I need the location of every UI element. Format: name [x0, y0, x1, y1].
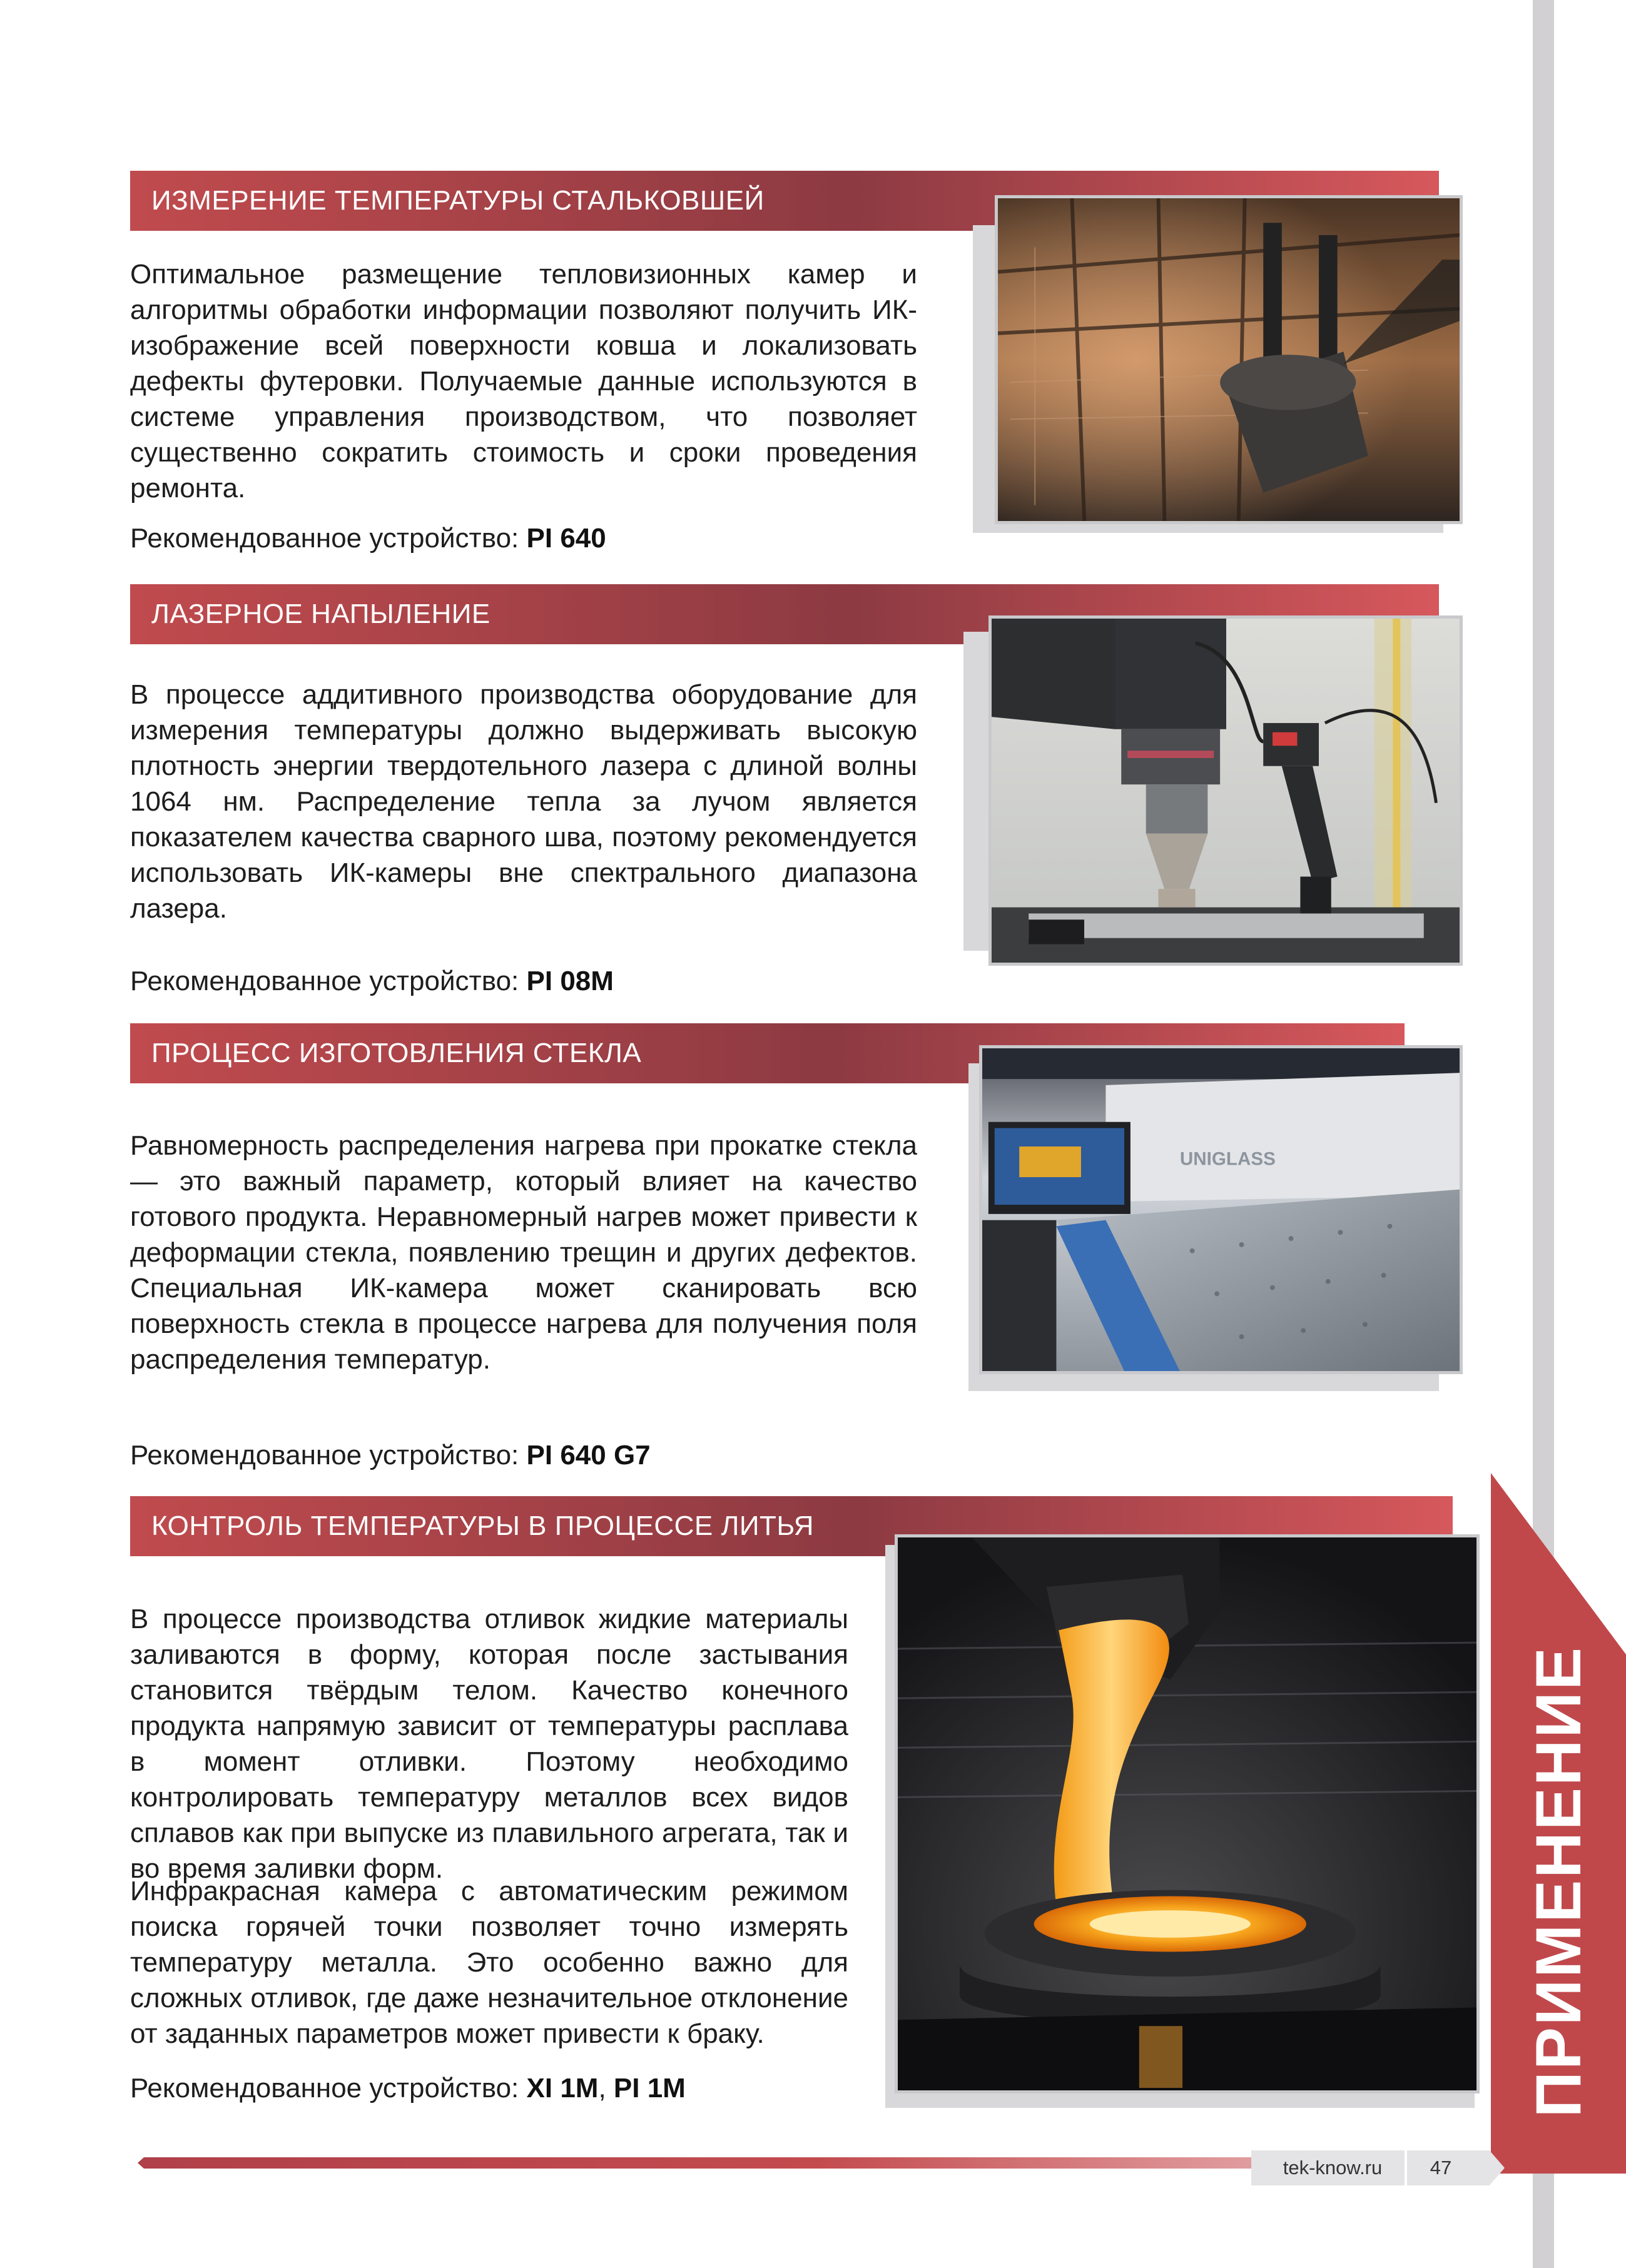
section-title: ИЗМЕРЕНИЕ ТЕМПЕРАТУРЫ СТАЛЬКОВШЕЙ	[151, 185, 765, 216]
section-tab-label: ПРИМЕНЕНИЕ	[1522, 1645, 1594, 2117]
photo-glass-process	[979, 1045, 1463, 1374]
photo-metal-casting	[895, 1534, 1480, 2093]
photo-laser-cladding	[988, 615, 1463, 966]
device-name: PI 640 G7	[526, 1440, 651, 1471]
section-tab-label-wrap	[1491, 1473, 1626, 2174]
machine-brand-text: UNIGLASS	[1179, 1148, 1276, 1170]
section-body: Оптимальное размещение тепловизионных камер и алгоритмы обработки информации позволяют получить ИК-изображение всей поверхности ковша и локализовать дефекты футеровки. Получаемые данные используются в системе управления производством, что позволяет существенно сократить стоимость и сроки проведения ремонта.	[130, 259, 917, 504]
section-body: В процессе аддитивного производства оборудование для измерения температуры должно выдерживать высокую плотность энергии твердотельного лазера с длиной волны 1064 нм. Распределение тепла за лучом является показателем качества сварного шва, поэтому рекомендуется использовать ИК-камеры вне спектрального диапазона лазера.	[130, 679, 917, 924]
recommend-label: Рекомендованное устройство:	[130, 1440, 527, 1471]
device-name-2: PI 1M	[613, 2073, 686, 2103]
footer-divider	[1405, 2150, 1407, 2185]
recommend-label: Рекомендованное устройство:	[130, 2073, 527, 2103]
recommendation	[130, 963, 614, 999]
recommendation	[130, 520, 606, 556]
footer-site-link[interactable]: tek-know.ru	[1283, 2157, 1383, 2179]
device-name: PI 08M	[526, 966, 614, 996]
device-name: PI 640	[526, 523, 606, 554]
section-body: Равномерность распределения нагрева при прокатке стекла — это важный параметр, который влияет на качество готового продукта. Неравномерный нагрев может привести к деформации стекла, появлению трещин и других дефектов. Специальная ИК-камера может сканировать всю поверхность стекла в процессе нагрева для получения поля распределения температур.	[130, 1130, 917, 1375]
section-title: ЛАЗЕРНОЕ НАПЫЛЕНИЕ	[151, 599, 490, 629]
recommend-label: Рекомендованное устройство:	[130, 966, 527, 996]
device-separator: ,	[598, 2073, 614, 2103]
section-body-continued: Инфракрасная камера с автоматическим режимом поиска горячей точки позволяет точно измерять температуру металла. Это особенно важно для сложных отливок, где даже незначительное отклонение от заданных параметров может привести к браку.	[130, 1876, 848, 2049]
photo-steel-ladle	[995, 195, 1463, 524]
page-number: 47	[1430, 2157, 1452, 2179]
footer-bar	[138, 2157, 1270, 2169]
section-title: ПРОЦЕСС ИЗГОТОВЛЕНИЯ СТЕКЛА	[151, 1038, 642, 1068]
section-title: КОНТРОЛЬ ТЕМПЕРАТУРЫ В ПРОЦЕССЕ ЛИТЬЯ	[151, 1511, 814, 1541]
recommend-label: Рекомендованное устройство:	[130, 523, 527, 554]
device-name: XI 1M	[526, 2073, 599, 2103]
recommendation	[130, 1437, 651, 1473]
section-body: В процессе производства отливок жидкие материалы заливаются в форму, которая после застывания становится твёрдым телом. Качество конечного продукта напрямую зависит от температуры расплава в момент отливки. Поэтому необходимо контролировать температуру металлов всех видов сплавов как при выпуске из плавильного агрегата, так и во время заливки форм.	[130, 1604, 848, 1884]
recommendation	[130, 2070, 686, 2106]
